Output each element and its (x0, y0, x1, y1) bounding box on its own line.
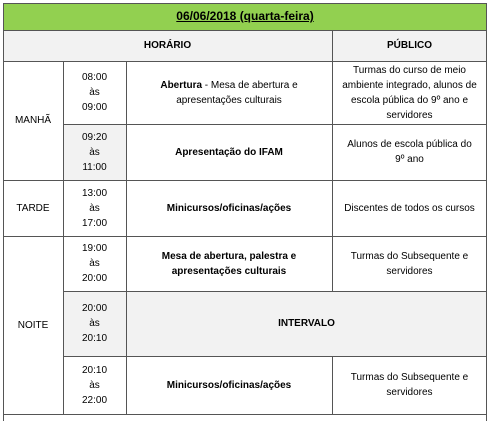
time-sep: às (89, 146, 100, 158)
row6-time (63, 356, 126, 414)
time-end: 20:10 (81, 333, 108, 344)
row2-audience: Alunos de escola pública do 9º ano (347, 139, 472, 165)
time-start: 20:00 (81, 303, 108, 314)
row1-audience: Turmas do curso de meio ambiente integrado, alunos de escola pública do 9º ano e servidores (342, 64, 477, 121)
time-start: 08:00 (81, 72, 108, 83)
row1-activity (126, 61, 332, 124)
row3-audience: Discentes de todos os cursos (344, 202, 475, 214)
row2-time (63, 124, 126, 180)
time-sep: às (89, 258, 100, 269)
row4-audience: Turmas do Subsequente e servidores (350, 250, 469, 277)
time-sep: às (89, 202, 100, 214)
time-start: 20:10 (81, 364, 108, 376)
row4-activity: Mesa de abertura, palestra e apresentações culturais (161, 250, 297, 277)
row4-time (63, 236, 126, 291)
period-manha: MANHÃ (14, 115, 52, 126)
table-title: 06/06/2018 (quarta-feira) (3, 3, 487, 30)
activity-bold: Abertura (160, 79, 203, 91)
time-end: 09:00 (81, 102, 108, 113)
time-end: 20:00 (81, 273, 108, 284)
time-start: 13:00 (81, 187, 108, 199)
time-end: 17:00 (81, 217, 108, 229)
period-tarde: TARDE (16, 202, 50, 214)
activity-rest: - Mesa de abertura e apresentações culturais (176, 79, 298, 106)
time-sep: às (89, 87, 100, 98)
header-horario: HORÁRIO (143, 40, 192, 51)
time-sep: às (89, 318, 100, 329)
header-publico: PÚBLICO (387, 40, 432, 51)
time-start: 19:00 (81, 243, 108, 254)
period-noite: NOITE (17, 319, 49, 331)
interval-label: INTERVALO (278, 318, 335, 329)
row2-activity: Apresentação do IFAM (175, 146, 283, 158)
time-end: 22:00 (81, 394, 108, 406)
time-start: 09:20 (81, 131, 108, 143)
row3-time (63, 180, 126, 236)
row1-time (63, 61, 126, 124)
row5-time (63, 291, 126, 356)
row6-activity: Minicursos/oficinas/ações (166, 379, 292, 391)
row3-activity: Minicursos/oficinas/ações (166, 202, 292, 214)
time-end: 11:00 (82, 161, 107, 173)
row6-audience: Turmas do Subsequente e servidores (350, 372, 469, 398)
time-sep: às (89, 379, 100, 391)
